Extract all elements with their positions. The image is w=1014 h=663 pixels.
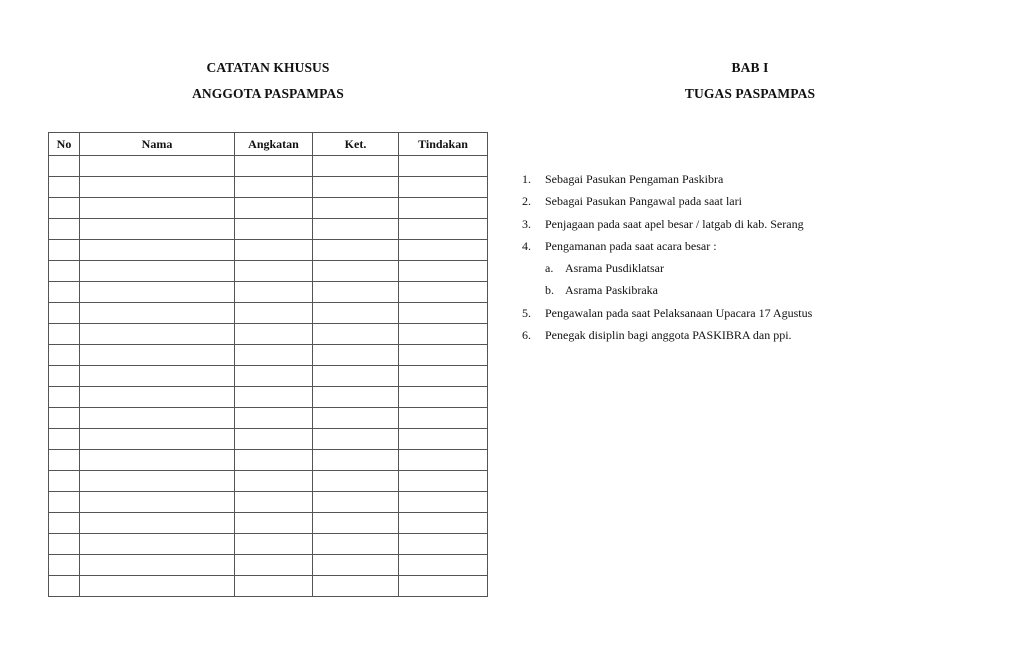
table-cell bbox=[49, 261, 80, 282]
table-row bbox=[49, 492, 488, 513]
table-cell bbox=[235, 576, 313, 597]
table-cell bbox=[235, 177, 313, 198]
table-row bbox=[49, 576, 488, 597]
table-cell bbox=[313, 387, 399, 408]
member-notes-table bbox=[48, 132, 488, 597]
table-cell bbox=[313, 366, 399, 387]
table-cell bbox=[399, 555, 488, 576]
table-cell bbox=[49, 198, 80, 219]
table-row bbox=[49, 177, 488, 198]
sub-list-item bbox=[522, 279, 812, 301]
table-cell bbox=[49, 555, 80, 576]
table-cell bbox=[80, 198, 235, 219]
table-cell bbox=[313, 282, 399, 303]
table-cell bbox=[235, 282, 313, 303]
table-row bbox=[49, 429, 488, 450]
table-cell bbox=[399, 534, 488, 555]
table-cell bbox=[313, 555, 399, 576]
table-cell bbox=[49, 240, 80, 261]
table-cell bbox=[80, 219, 235, 240]
table-cell bbox=[313, 240, 399, 261]
list-marker: 3. bbox=[522, 216, 531, 231]
table-header-row bbox=[49, 133, 488, 156]
table-cell bbox=[399, 345, 488, 366]
table-cell bbox=[313, 261, 399, 282]
table-cell bbox=[49, 345, 80, 366]
list-item-text: Penegak disiplin bagi anggota PASKIBRA dan ppi. bbox=[545, 328, 792, 343]
column-header-angkatan: Angkatan bbox=[235, 133, 313, 156]
table-cell bbox=[399, 198, 488, 219]
table-cell bbox=[80, 324, 235, 345]
table-cell bbox=[313, 429, 399, 450]
table-cell bbox=[80, 555, 235, 576]
table-row bbox=[49, 303, 488, 324]
table-row bbox=[49, 240, 488, 261]
table-cell bbox=[399, 219, 488, 240]
table-cell bbox=[235, 345, 313, 366]
list-marker: 5. bbox=[522, 305, 531, 320]
table-row bbox=[49, 282, 488, 303]
duties-list bbox=[522, 168, 812, 346]
table-cell bbox=[80, 366, 235, 387]
table-cell bbox=[49, 492, 80, 513]
table-cell bbox=[49, 471, 80, 492]
list-item-text: Penjagaan pada saat apel besar / latgab di kab. Serang bbox=[545, 216, 804, 231]
table-cell bbox=[49, 219, 80, 240]
list-marker: a. bbox=[545, 261, 554, 276]
table-cell bbox=[80, 303, 235, 324]
table-cell bbox=[313, 513, 399, 534]
list-marker: b. bbox=[545, 283, 554, 298]
table-cell bbox=[49, 387, 80, 408]
table-cell bbox=[399, 450, 488, 471]
list-item bbox=[522, 213, 812, 235]
table-cell bbox=[235, 492, 313, 513]
table-cell bbox=[80, 240, 235, 261]
table-cell bbox=[80, 471, 235, 492]
table-cell bbox=[313, 156, 399, 177]
table-row bbox=[49, 471, 488, 492]
table-cell bbox=[313, 576, 399, 597]
table-cell bbox=[313, 324, 399, 345]
table-cell bbox=[235, 303, 313, 324]
table-cell bbox=[399, 156, 488, 177]
list-item-text: Pengawalan pada saat Pelaksanaan Upacara 17 Agustus bbox=[545, 305, 813, 320]
table-cell bbox=[49, 366, 80, 387]
table-cell bbox=[399, 366, 488, 387]
column-header-nama: Nama bbox=[80, 133, 235, 156]
table-cell bbox=[399, 261, 488, 282]
list-marker: 1. bbox=[522, 172, 531, 186]
list-item bbox=[522, 190, 812, 212]
table-row bbox=[49, 198, 488, 219]
table-cell bbox=[235, 387, 313, 408]
chapter-subtitle: TUGAS PASPAMPAS bbox=[684, 86, 816, 101]
table-row bbox=[49, 534, 488, 555]
table-cell bbox=[80, 282, 235, 303]
table-cell bbox=[235, 261, 313, 282]
table-cell bbox=[313, 303, 399, 324]
table-cell bbox=[235, 555, 313, 576]
table-cell bbox=[399, 282, 488, 303]
table-cell bbox=[399, 387, 488, 408]
table-cell bbox=[80, 387, 235, 408]
table-cell bbox=[235, 408, 313, 429]
list-marker: 6. bbox=[522, 328, 531, 343]
table-cell bbox=[80, 177, 235, 198]
table-cell bbox=[313, 450, 399, 471]
list-marker: 4. bbox=[522, 238, 531, 253]
table-cell bbox=[313, 534, 399, 555]
column-header-no: No bbox=[49, 133, 80, 156]
table-cell bbox=[313, 345, 399, 366]
table-row bbox=[49, 324, 488, 345]
table-cell bbox=[49, 429, 80, 450]
table-cell bbox=[80, 534, 235, 555]
table-cell bbox=[49, 324, 80, 345]
table-cell bbox=[235, 513, 313, 534]
table-cell bbox=[49, 534, 80, 555]
table-cell bbox=[80, 345, 235, 366]
table-cell bbox=[235, 429, 313, 450]
table-cell bbox=[399, 471, 488, 492]
table-cell bbox=[49, 177, 80, 198]
table-row bbox=[49, 261, 488, 282]
table-cell bbox=[80, 429, 235, 450]
table-cell bbox=[313, 177, 399, 198]
list-item-text: Pengamanan pada saat acara besar : bbox=[545, 238, 717, 253]
table-cell bbox=[399, 177, 488, 198]
table-row bbox=[49, 450, 488, 471]
table-row bbox=[49, 345, 488, 366]
table-cell bbox=[235, 534, 313, 555]
table-cell bbox=[235, 471, 313, 492]
table-cell bbox=[399, 429, 488, 450]
list-item bbox=[522, 168, 812, 190]
table-cell bbox=[399, 240, 488, 261]
table-cell bbox=[313, 219, 399, 240]
table-cell bbox=[235, 366, 313, 387]
left-page-title: CATATAN KHUSUS bbox=[206, 60, 330, 75]
table-cell bbox=[399, 324, 488, 345]
table-cell bbox=[80, 156, 235, 177]
table-row bbox=[49, 555, 488, 576]
table-row bbox=[49, 387, 488, 408]
table-cell bbox=[49, 513, 80, 534]
table-cell bbox=[235, 156, 313, 177]
table-cell bbox=[49, 282, 80, 303]
list-item bbox=[522, 302, 812, 324]
table-row bbox=[49, 408, 488, 429]
table-cell bbox=[313, 471, 399, 492]
table-cell bbox=[49, 576, 80, 597]
table-cell bbox=[49, 408, 80, 429]
table-cell bbox=[399, 303, 488, 324]
list-item-text: Asrama Pusdiklatsar bbox=[565, 261, 664, 276]
left-page-subtitle: ANGGOTA PASPAMPAS bbox=[192, 86, 344, 101]
table-cell bbox=[235, 198, 313, 219]
table-cell bbox=[49, 303, 80, 324]
list-item-text: Sebagai Pasukan Pangawal pada saat lari bbox=[545, 194, 742, 209]
table-row bbox=[49, 513, 488, 534]
table-row bbox=[49, 156, 488, 177]
table-cell bbox=[80, 576, 235, 597]
table-cell bbox=[80, 450, 235, 471]
table-cell bbox=[399, 576, 488, 597]
table-cell bbox=[49, 450, 80, 471]
table-cell bbox=[313, 198, 399, 219]
table-row bbox=[49, 366, 488, 387]
table-cell bbox=[235, 450, 313, 471]
table-cell bbox=[399, 492, 488, 513]
table-cell bbox=[313, 492, 399, 513]
list-item-text: Sebagai Pasukan Pengaman Paskibra bbox=[545, 172, 724, 186]
list-item bbox=[522, 324, 812, 346]
table-cell bbox=[399, 408, 488, 429]
table-cell bbox=[80, 492, 235, 513]
table-cell bbox=[235, 324, 313, 345]
table-cell bbox=[399, 513, 488, 534]
column-header-tindakan: Tindakan bbox=[399, 133, 488, 156]
list-marker: 2. bbox=[522, 194, 531, 209]
table-cell bbox=[80, 408, 235, 429]
column-header-ket: Ket. bbox=[313, 133, 399, 156]
list-item-text: Asrama Paskibraka bbox=[565, 283, 658, 298]
table-cell bbox=[49, 156, 80, 177]
table-cell bbox=[80, 513, 235, 534]
list-item bbox=[522, 235, 812, 257]
table-row bbox=[49, 219, 488, 240]
table-cell bbox=[235, 219, 313, 240]
table-body bbox=[49, 156, 488, 597]
table-cell bbox=[235, 240, 313, 261]
table-cell bbox=[313, 408, 399, 429]
sub-list-item bbox=[522, 257, 812, 279]
table-cell bbox=[80, 261, 235, 282]
chapter-title: BAB I bbox=[731, 60, 769, 75]
